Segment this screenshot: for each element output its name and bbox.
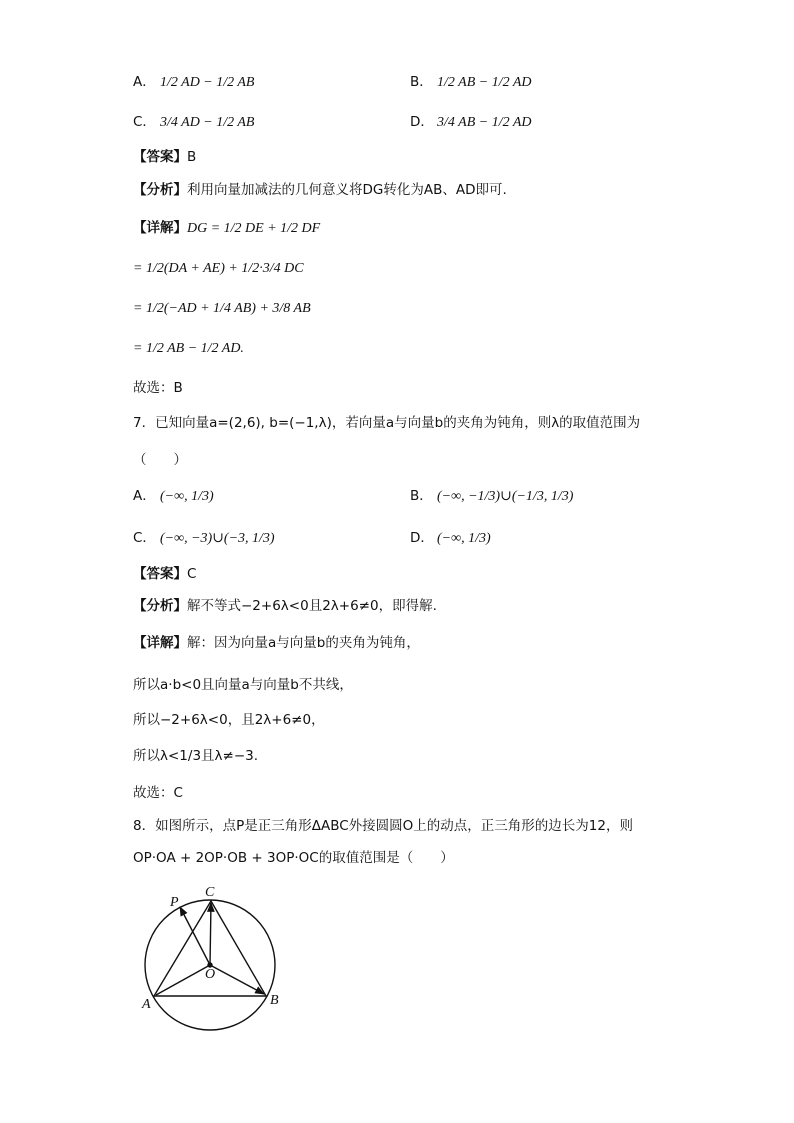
analysis-tag: 【分析】	[133, 182, 187, 198]
q6-detail-line-1	[133, 222, 320, 236]
answer-value: B	[187, 149, 197, 165]
q6-conclusion: 故选：B	[133, 380, 183, 396]
q6-option-a-expr: 1/2 AD − 1/2 AB	[160, 75, 255, 90]
analysis-text: 解不等式−2+6λ<0且2λ+6≠0，即得解.	[187, 598, 437, 614]
vector-op	[180, 907, 210, 965]
q6-option-c-label: C．	[133, 114, 156, 130]
answer-value: C	[187, 566, 197, 582]
q7-option-a-expr: (−∞, 1/3)	[160, 489, 214, 504]
analysis-tag: 【分析】	[133, 598, 187, 614]
q7-detail-line-1	[133, 637, 420, 651]
q7-option-a-label: A．	[133, 488, 156, 504]
q8-figure	[145, 900, 275, 1030]
label-a: A	[142, 997, 151, 1012]
label-p: P	[170, 895, 179, 910]
q6-option-d-label: D．	[410, 114, 434, 130]
vector-oc	[210, 903, 211, 965]
label-c: C	[205, 885, 215, 900]
q6-option-a-label: A．	[133, 74, 156, 90]
q7-option-c-label: C．	[133, 530, 156, 546]
q7-option-d-expr: (−∞, 1/3)	[437, 531, 491, 546]
q7-stem: 7．已知向量a=(2,6), b=(−1,λ)，若向量a与向量b的夹角为钝角，则λ的取值范围为	[133, 415, 641, 431]
q7-answer	[133, 568, 196, 582]
q7-option-d-label: D．	[410, 530, 434, 546]
detail-text-1: 解：因为向量a与向量b的夹角为钝角，	[187, 635, 420, 651]
answer-tag: 【答案】	[133, 149, 187, 165]
q6-option-b-label: B．	[410, 74, 433, 90]
q7-option-c-expr: (−∞, −3)∪(−3, 1/3)	[160, 531, 275, 546]
q6-answer	[133, 151, 196, 165]
q8-stem-line-2: OP·OA + 2OP·OB + 3OP·OC的取值范围是（ ）	[133, 850, 454, 866]
q6-option-d-expr: 3/4 AB − 1/2 AD	[437, 115, 532, 130]
analysis-text: 利用向量加减法的几何意义将DG转化为AB、AD即可.	[187, 182, 507, 198]
label-b: B	[270, 993, 279, 1008]
q7-analysis	[133, 600, 437, 614]
detail-tag: 【详解】	[133, 635, 187, 651]
q6-detail-step-2: = 1/2(DA + AE) + 1/2·3/4 DC	[133, 261, 304, 276]
detail-tag: 【详解】	[133, 220, 187, 236]
answer-tag: 【答案】	[133, 566, 187, 582]
q8-stem-line-1: 8．如图所示，点P是正三角形ΔABC外接圆圆O上的动点，正三角形的边长为12，则	[133, 818, 633, 834]
q7-paren: （ ）	[133, 452, 187, 468]
q7-detail-line-2: 所以a·b<0且向量a与向量b不共线，	[133, 677, 353, 693]
q6-detail-step-3: = 1/2(−AD + 1/4 AB) + 3/8 AB	[133, 301, 311, 316]
q6-detail-step-4: = 1/2 AB − 1/2 AD.	[133, 341, 244, 356]
q7-option-b-expr: (−∞, −1/3)∪(−1/3, 1/3)	[437, 489, 574, 504]
q6-option-b-expr: 1/2 AB − 1/2 AD	[437, 75, 532, 90]
q6-option-c-expr: 3/4 AD − 1/2 AB	[160, 115, 255, 130]
q6-analysis	[133, 184, 507, 198]
detail-step-1: DG = 1/2 DE + 1/2 DF	[187, 221, 321, 236]
q7-option-b-label: B．	[410, 488, 433, 504]
label-o: O	[205, 967, 216, 982]
q7-detail-line-3: 所以−2+6λ<0，且2λ+6≠0，	[133, 712, 325, 728]
q7-detail-line-4: 所以λ<1/3且λ≠−3.	[133, 748, 259, 764]
q7-conclusion: 故选：C	[133, 785, 183, 801]
